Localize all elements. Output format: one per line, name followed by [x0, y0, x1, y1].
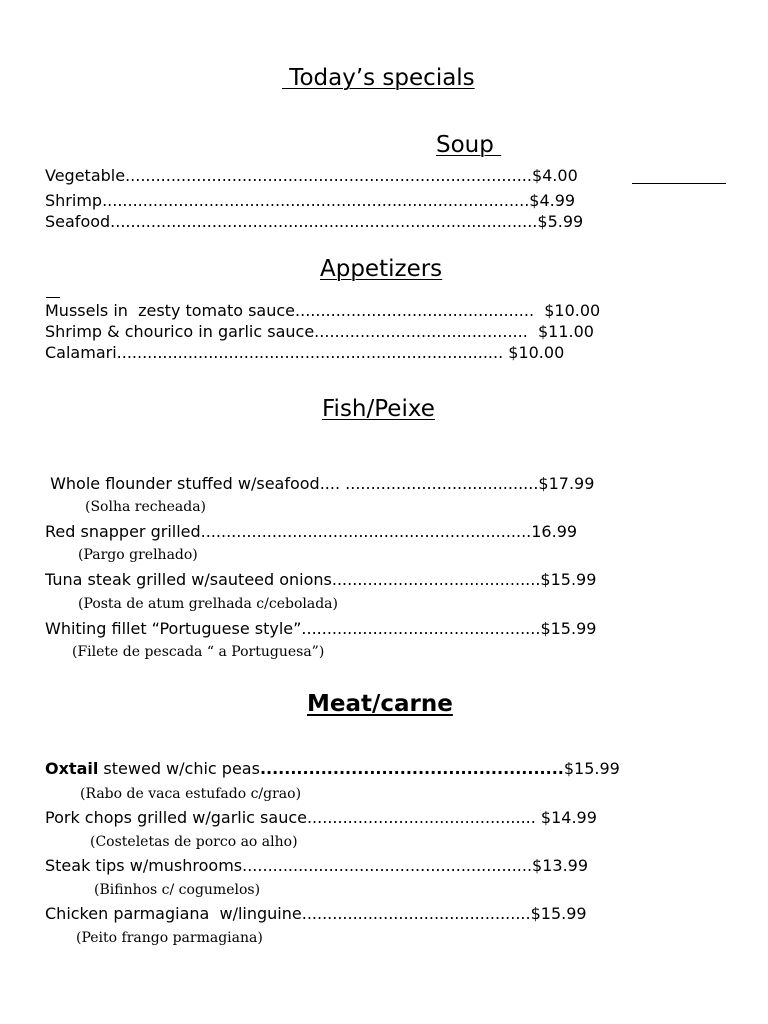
menu-item-mussels: Mussels in zesty tomato sauce............................................... $10.00	[45, 301, 601, 320]
appetizers-heading: Appetizers	[320, 256, 443, 282]
menu-item-translation: (Bifinhos c/ cogumelos)	[94, 882, 261, 898]
menu-item-steak-tips: Steak tips w/mushrooms.........................................................$13.99	[45, 856, 589, 875]
menu-item-translation: (Peito frango parmagiana)	[76, 930, 263, 946]
meat-heading: Meat/carne	[307, 691, 453, 717]
menu-item-chicken-parmagiana: Chicken parmagiana w/linguine.............................................$15.99	[45, 904, 587, 923]
page-title: Today’s specials	[282, 65, 475, 91]
menu-item-oxtail-name: Oxtail	[45, 759, 99, 778]
small-rule	[46, 297, 60, 298]
menu-item-translation: (Filete de pescada “ a Portuguesa”)	[72, 644, 325, 660]
menu-item-oxtail	[45, 759, 620, 779]
menu-item-oxtail-dots: ..................................................	[259, 759, 564, 778]
menu-item-pork-chops: Pork chops grilled w/garlic sauce............................................. $14.99	[45, 808, 597, 827]
menu-item-seafood-soup: Seafood....................................................................................$5.99	[45, 212, 584, 231]
menu-item-translation: (Costeletas de porco ao alho)	[90, 834, 298, 850]
menu-item-whiting-fillet: Whiting fillet “Portuguese style”...............................................$15.99	[45, 619, 597, 638]
soup-heading: Soup	[436, 132, 502, 158]
menu-item-translation: (Pargo grelhado)	[78, 547, 198, 563]
menu-item-oxtail-desc: stewed w/chic peas	[98, 759, 260, 778]
menu-item-vegetable: Vegetable................................................................................$4.00	[45, 166, 578, 185]
menu-item-oxtail-price: $15.99	[563, 759, 620, 778]
menu-item-translation: (Rabo de vaca estufado c/grao)	[80, 786, 302, 802]
menu-item-calamari: Calamari............................................................................ $10.00	[45, 343, 565, 362]
menu-item-flounder: Whole flounder stuffed w/seafood.... ......................................$17.99	[45, 474, 595, 493]
menu-item-shrimp-soup: Shrimp....................................................................................$4.99	[45, 191, 576, 210]
menu-item-tuna-steak: Tuna steak grilled w/sauteed onions.........................................$15.99	[45, 570, 597, 589]
fish-heading: Fish/Peixe	[322, 396, 435, 422]
menu-item-translation: (Posta de atum grelhada c/cebolada)	[78, 596, 338, 612]
menu-item-translation: (Solha recheada)	[85, 499, 207, 515]
underline-rule	[632, 183, 726, 184]
menu-item-shrimp-chourico: Shrimp & chourico in garlic sauce.......................................... $11.00	[45, 322, 594, 341]
menu-item-red-snapper: Red snapper grilled.................................................................16.99	[45, 522, 578, 541]
